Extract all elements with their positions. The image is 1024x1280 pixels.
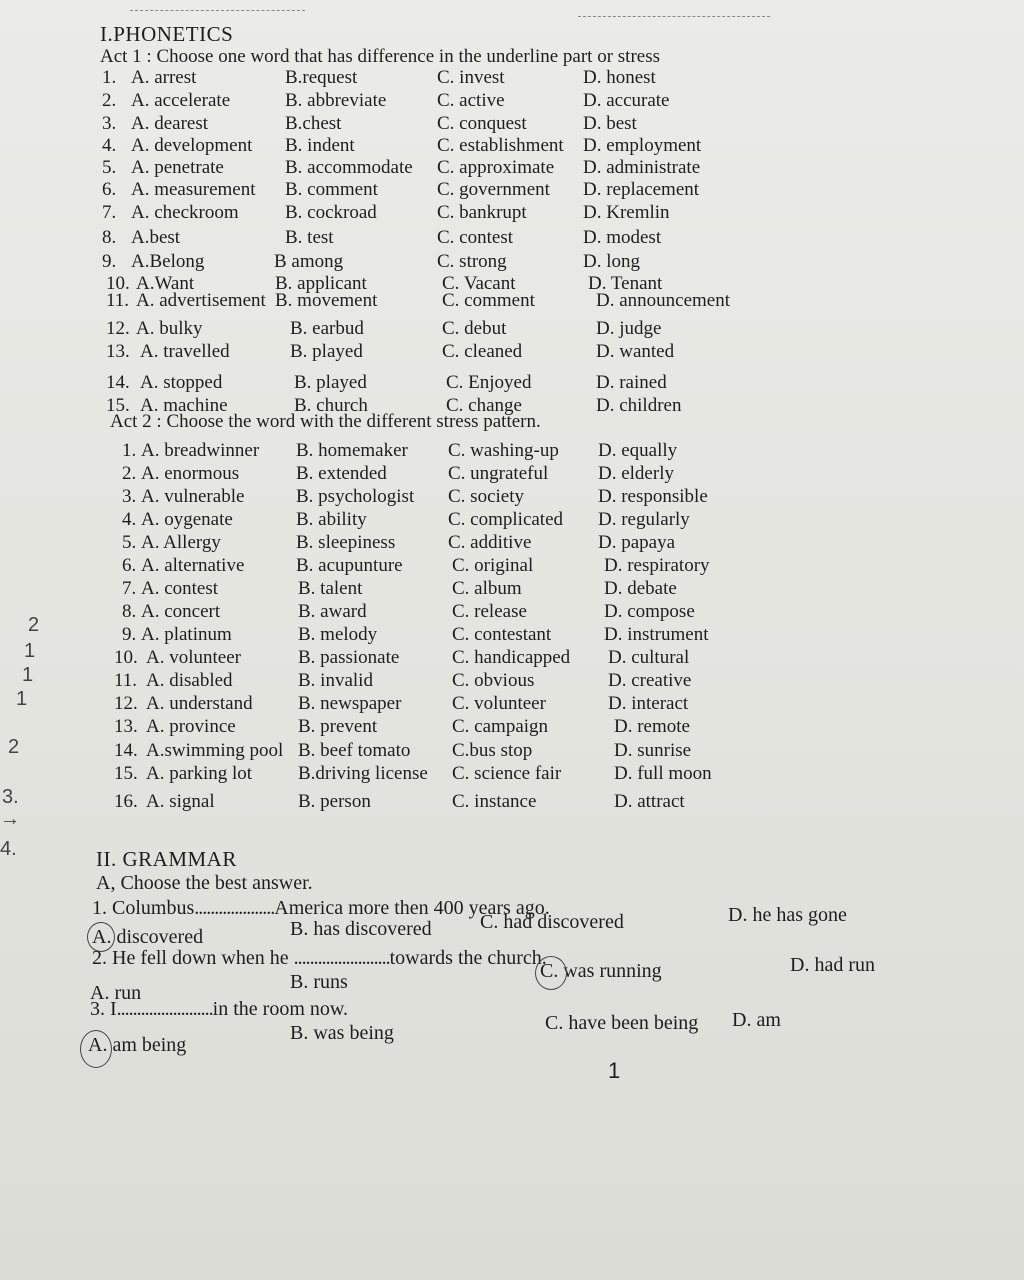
option-b[interactable]: B. talent	[298, 578, 363, 599]
grammar-question-2	[92, 947, 547, 970]
question-number: 13.	[106, 341, 130, 362]
option-d[interactable]: D. Kremlin	[583, 202, 670, 223]
option-b[interactable]: B. played	[290, 341, 363, 362]
q1-option-b[interactable]: B. has discovered	[290, 918, 432, 940]
option-d[interactable]: D. debate	[604, 578, 677, 599]
option-a[interactable]: A. measurement	[131, 179, 256, 200]
option-a[interactable]: A. checkroom	[131, 202, 239, 223]
q2-option-d[interactable]: D. had run	[790, 954, 875, 976]
option-c[interactable]: C. ungrateful	[448, 463, 549, 484]
option-a[interactable]: A. vulnerable	[141, 486, 245, 507]
question-number: 15.	[114, 763, 138, 784]
option-d[interactable]: D. announcement	[596, 290, 731, 311]
answer-blank: ....................	[194, 897, 275, 919]
question-text: America more then 400 years ago.	[274, 897, 550, 919]
option-c[interactable]: C. handicapped	[452, 647, 571, 668]
option-a[interactable]: A. signal	[146, 791, 215, 812]
q3-option-d[interactable]: D. am	[732, 1009, 781, 1031]
option-a[interactable]: A. accelerate	[131, 90, 231, 111]
option-d[interactable]: D. modest	[583, 227, 662, 248]
question-number: 12.	[106, 318, 130, 339]
question-number: 7.	[102, 202, 117, 223]
option-c[interactable]: C.bus stop	[452, 740, 533, 761]
option-a[interactable]: A. penetrate	[131, 157, 224, 178]
option-d[interactable]: D. equally	[598, 440, 678, 461]
option-d[interactable]: D. responsible	[598, 486, 708, 507]
option-d[interactable]: D. compose	[604, 601, 695, 622]
question-number: 6.	[102, 179, 117, 200]
option-d[interactable]: D. creative	[608, 670, 692, 691]
act2-instruction: Act 2 : Choose the word with the different stress pattern.	[110, 411, 541, 432]
option-a[interactable]: A. concert	[141, 601, 221, 622]
option-a[interactable]: A.swimming pool	[146, 740, 284, 761]
option-b[interactable]: B. psychologist	[296, 486, 415, 507]
option-c[interactable]: C. release	[452, 601, 527, 622]
question-number: 8.	[122, 601, 137, 622]
option-a[interactable]: A. contest	[141, 578, 219, 599]
option-d[interactable]: D. cultural	[608, 647, 690, 668]
option-b[interactable]: B. prevent	[298, 716, 378, 737]
option-d[interactable]: D. wanted	[596, 341, 675, 362]
question-number: 10.	[106, 273, 130, 294]
margin-note: 1	[22, 664, 34, 686]
option-b[interactable]: B. movement	[275, 290, 378, 311]
option-a[interactable]: A. province	[146, 716, 236, 737]
question-number: 14.	[106, 372, 130, 393]
option-c[interactable]: C. strong	[437, 251, 507, 272]
question-number: 4.	[122, 509, 137, 530]
option-c[interactable]: C. establishment	[437, 135, 564, 156]
option-d[interactable]: D. accurate	[583, 90, 670, 111]
option-c[interactable]: C. bankrupt	[437, 202, 527, 223]
option-a[interactable]: A. parking lot	[146, 763, 253, 784]
option-b[interactable]: B.request	[285, 67, 358, 88]
option-d[interactable]: D. honest	[583, 67, 656, 88]
option-c[interactable]: C. volunteer	[452, 693, 546, 714]
option-d[interactable]: D. regularly	[598, 509, 690, 530]
option-a[interactable]: A.Belong	[131, 251, 205, 272]
option-c[interactable]: C. Vacant	[442, 273, 516, 294]
question-number: 13.	[114, 716, 138, 737]
question-number: 14.	[114, 740, 138, 761]
question-number: 9.	[102, 251, 117, 272]
option-c[interactable]: C. complicated	[448, 509, 564, 530]
question-number: 2.	[102, 90, 117, 111]
option-c[interactable]: C. society	[448, 486, 524, 507]
option-c[interactable]: C. washing-up	[448, 440, 559, 461]
question-number: 15.	[106, 395, 130, 416]
question-number: 11.	[114, 670, 138, 691]
option-a[interactable]: A. volunteer	[146, 647, 241, 668]
option-b[interactable]: B. abbreviate	[285, 90, 387, 111]
option-d[interactable]: D. full moon	[614, 763, 712, 784]
option-a[interactable]: A. bulky	[136, 318, 203, 339]
arrow-icon: →	[0, 808, 20, 830]
q2-option-a[interactable]: A. run	[90, 982, 142, 1004]
option-c[interactable]: C. approximate	[437, 157, 555, 178]
margin-note: 3.	[2, 786, 19, 808]
question-number: 7.	[122, 578, 137, 599]
option-c[interactable]: C. cleaned	[442, 341, 523, 362]
option-c[interactable]: C. active	[437, 90, 505, 111]
question-text: 1. Columbus	[92, 897, 195, 919]
top-divider-right	[578, 16, 770, 17]
q2-option-c[interactable]: C. was running	[540, 960, 662, 982]
option-a[interactable]: A. oygenate	[141, 509, 233, 530]
question-number: 5.	[102, 157, 117, 178]
question-number: 9.	[122, 624, 137, 645]
answer-blank: ........................	[293, 947, 390, 969]
margin-note: 2	[28, 614, 40, 636]
option-c[interactable]: C. contest	[437, 227, 513, 248]
question-text: towards the church.	[389, 947, 547, 969]
top-divider-left	[130, 10, 305, 11]
option-d[interactable]: D. employment	[583, 135, 702, 156]
option-a[interactable]: A. advertisement	[136, 290, 266, 311]
option-b[interactable]: B. beef tomato	[298, 740, 411, 761]
option-c[interactable]: C. contestant	[452, 624, 552, 645]
question-number: 3.	[102, 113, 117, 134]
option-a[interactable]: A. enormous	[141, 463, 240, 484]
option-c[interactable]: C. obvious	[452, 670, 535, 691]
option-d[interactable]: D. respiratory	[604, 555, 710, 576]
option-b[interactable]: B. newspaper	[298, 693, 402, 714]
question-number: 10.	[114, 647, 138, 668]
option-b[interactable]: B. ability	[296, 509, 367, 530]
option-b[interactable]: B.driving license	[298, 763, 428, 784]
margin-note: 1	[16, 688, 28, 710]
option-b[interactable]: B. indent	[285, 135, 355, 156]
option-a[interactable]: A. Allergy	[141, 532, 221, 553]
option-d[interactable]: D. sunrise	[614, 740, 692, 761]
margin-note: 4.	[0, 838, 17, 860]
option-d[interactable]: D. Tenant	[588, 273, 663, 294]
phonetics-title: I.PHONETICS	[100, 22, 234, 46]
option-b[interactable]: B. sleepiness	[296, 532, 396, 553]
option-b[interactable]: B. earbud	[290, 318, 364, 339]
question-text: in the room now.	[212, 998, 349, 1020]
question-number: 11.	[106, 290, 130, 311]
option-d[interactable]: D. children	[596, 395, 682, 416]
option-c[interactable]: C. instance	[452, 791, 537, 812]
option-d[interactable]: D. judge	[596, 318, 662, 339]
question-number: 4.	[102, 135, 117, 156]
option-c[interactable]: C. Enjoyed	[446, 372, 532, 393]
option-b[interactable]: B. applicant	[275, 273, 367, 294]
option-d[interactable]: D. best	[583, 113, 637, 134]
option-d[interactable]: D. elderly	[598, 463, 674, 484]
option-d[interactable]: D. replacement	[583, 179, 700, 200]
question-number: 8.	[102, 227, 117, 248]
q3-option-a[interactable]: A. am being	[88, 1034, 187, 1056]
question-number: 16.	[114, 791, 138, 812]
option-b[interactable]: B. melody	[298, 624, 378, 645]
page-number: 1	[608, 1058, 621, 1083]
option-c[interactable]: C. album	[452, 578, 522, 599]
grammar-instruction: A, Choose the best answer.	[96, 872, 313, 894]
margin-note: 2	[8, 736, 20, 758]
answer-circle-mark	[535, 956, 567, 990]
option-b[interactable]: B. award	[298, 601, 367, 622]
option-d[interactable]: D. long	[583, 251, 640, 272]
option-c[interactable]: C. government	[437, 179, 550, 200]
option-b[interactable]: B. test	[285, 227, 334, 248]
option-b[interactable]: B. accommodate	[285, 157, 413, 178]
answer-blank: ........................	[116, 998, 213, 1020]
question-number: 6.	[122, 555, 137, 576]
option-c[interactable]: C. campaign	[452, 716, 549, 737]
margin-note: 1	[24, 640, 36, 662]
option-d[interactable]: D. interact	[608, 693, 689, 714]
question-number: 1.	[122, 440, 137, 461]
option-c[interactable]: C. original	[452, 555, 534, 576]
option-b[interactable]: B. acupunture	[296, 555, 403, 576]
q1-option-c[interactable]: C. had discovered	[480, 911, 624, 933]
option-a[interactable]: A. breadwinner	[141, 440, 260, 461]
option-d[interactable]: D. instrument	[604, 624, 709, 645]
grammar-title: II. GRAMMAR	[96, 847, 237, 871]
option-b[interactable]: B. cockroad	[285, 202, 377, 223]
option-a[interactable]: A. travelled	[140, 341, 230, 362]
question-text: 2. He fell down when he	[92, 947, 289, 969]
question-number: 3.	[122, 486, 137, 507]
option-d[interactable]: D. administrate	[583, 157, 701, 178]
option-c[interactable]: C. invest	[437, 67, 505, 88]
act1-instruction: Act 1 : Choose one word that has difference in the underline part or stress	[100, 46, 660, 67]
option-c[interactable]: C. change	[446, 395, 522, 416]
option-d[interactable]: D. attract	[614, 791, 685, 812]
q3-option-b[interactable]: B. was being	[290, 1022, 394, 1044]
option-b[interactable]: B. invalid	[298, 670, 373, 691]
question-number: 12.	[114, 693, 138, 714]
option-a[interactable]: A. arrest	[131, 67, 197, 88]
option-b[interactable]: B. comment	[285, 179, 378, 200]
question-number: 2.	[122, 463, 137, 484]
option-c[interactable]: C. additive	[448, 532, 532, 553]
option-c[interactable]: C. comment	[442, 290, 535, 311]
option-b[interactable]: B.chest	[285, 113, 342, 134]
option-b[interactable]: B. passionate	[298, 647, 400, 668]
option-b[interactable]: B. church	[294, 395, 368, 416]
option-b[interactable]: B among	[274, 251, 344, 272]
option-a[interactable]: A. dearest	[131, 113, 209, 134]
question-text: 3. I	[90, 998, 117, 1020]
question-number: 1.	[102, 67, 117, 88]
answer-circle-mark	[80, 1030, 112, 1068]
q2-option-b[interactable]: B. runs	[290, 971, 348, 993]
grammar-question-3	[90, 998, 348, 1021]
option-a[interactable]: A. machine	[140, 395, 228, 416]
option-c[interactable]: C. science fair	[452, 763, 562, 784]
option-a[interactable]: A.Want	[136, 273, 195, 294]
option-a[interactable]: A. stopped	[140, 372, 223, 393]
option-b[interactable]: B. homemaker	[296, 440, 408, 461]
option-b[interactable]: B. extended	[296, 463, 387, 484]
option-b[interactable]: B. played	[294, 372, 367, 393]
q1-option-d[interactable]: D. he has gone	[728, 904, 847, 926]
option-a[interactable]: A. understand	[146, 693, 253, 714]
option-d[interactable]: D. remote	[614, 716, 690, 737]
question-number: 5.	[122, 532, 137, 553]
option-d[interactable]: D. papaya	[598, 532, 676, 553]
option-d[interactable]: D. rained	[596, 372, 667, 393]
option-a[interactable]: A. alternative	[141, 555, 245, 576]
option-a[interactable]: A. platinum	[141, 624, 232, 645]
option-c[interactable]: C. conquest	[437, 113, 527, 134]
option-a[interactable]: A. development	[131, 135, 253, 156]
q1-option-a[interactable]: A. discovered	[92, 926, 204, 948]
option-c[interactable]: C. debut	[442, 318, 507, 339]
option-b[interactable]: B. person	[298, 791, 371, 812]
option-a[interactable]: A. disabled	[146, 670, 233, 691]
option-a[interactable]: A.best	[131, 227, 181, 248]
q3-option-c[interactable]: C. have been being	[545, 1012, 699, 1034]
